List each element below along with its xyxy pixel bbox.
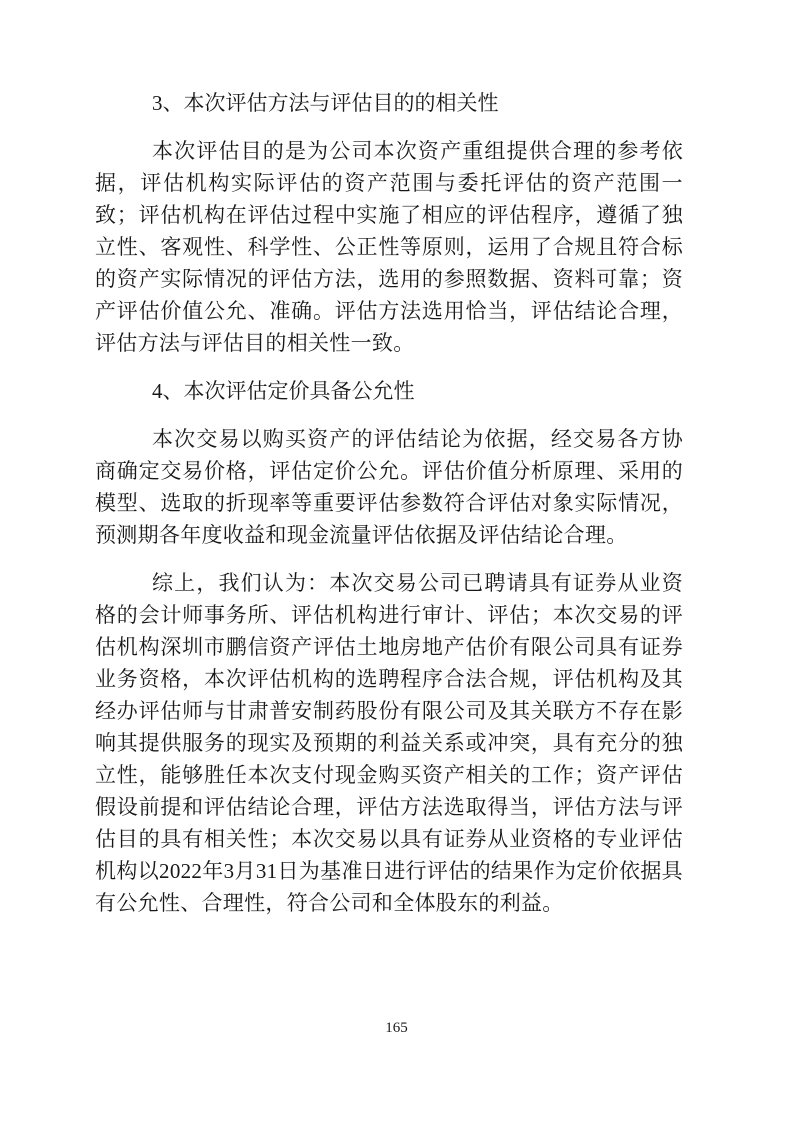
paragraph-pricing-fairness: 本次交易以购买资产的评估结论为依据，经交易各方协商确定交易价格，评估定价公允。评估价值分析原理、采用的模型、选取的折现率等重要评估参数符合评估对象实际情况，预测期各年度收益和现金流量评估依据及评估结论合理。 (95, 427, 683, 547)
section-heading-method-relevance: 3、本次评估方法与评估目的的相关性 (152, 91, 499, 115)
section-heading-pricing-fairness: 4、本次评估定价具备公允性 (152, 379, 415, 403)
document-content (95, 87, 683, 935)
paragraph-conclusion: 综上，我们认为：本次交易公司已聘请具有证券从业资格的会计师事务所、评估机构进行审计、评估；本次交易的评估机构深圳市鹏信资产评估土地房地产估价有限公司具有证券业务资格，本次评估机构的选聘程序合法合规，评估机构及其经办评估师与甘肃普安制药股份有限公司及其关联方不存在影响其提供服务的现实及预期的利益关系或冲突，具有充分的独立性，能够胜任本次支付现金购买资产相关的工作；资产评估假设前提和评估结论合理，评估方法选取得当，评估方法与评估目的具有相关性；本次交易以具有证券从业资格的专业评估机构以2022年3月31日为基准日进行评估的结果作为定价依据具有公允性、合理性，符合公司和全体股东的利益。 (95, 571, 683, 915)
paragraph-method-relevance: 本次评估目的是为公司本次资产重组提供合理的参考依据，评估机构实际评估的资产范围与委托评估的资产范围一致；评估机构在评估过程中实施了相应的评估程序，遵循了独立性、客观性、科学性、公正性等原则，运用了合规且符合标的资产实际情况的评估方法，选用的参照数据、资料可靠；资产评估价值公允、准确。评估方法选用恰当，评估结论合理，评估方法与评估目的相关性一致。 (95, 139, 683, 355)
page-number: 165 (385, 1020, 408, 1036)
